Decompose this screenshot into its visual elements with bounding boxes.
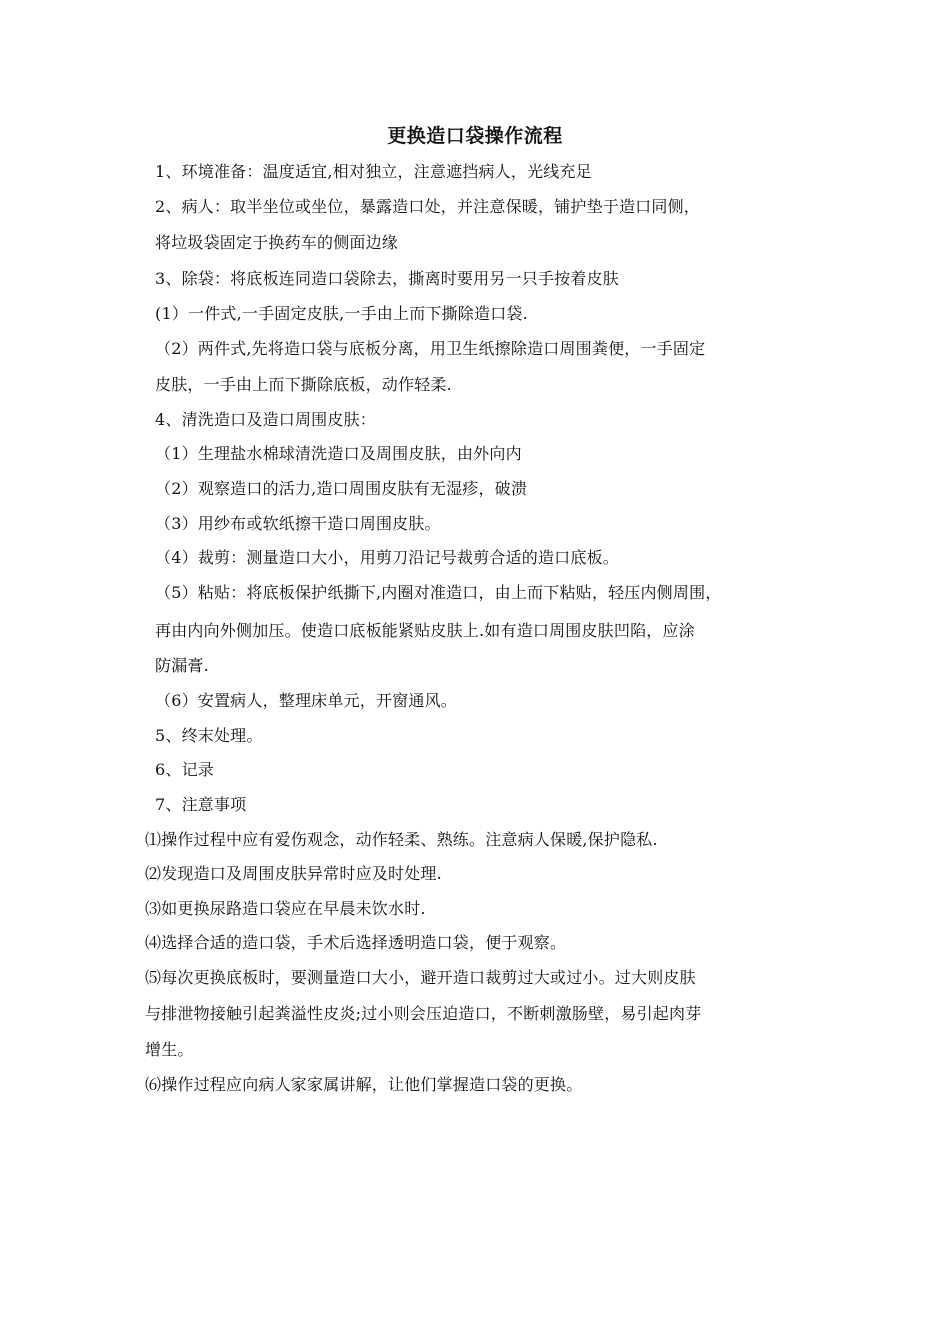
text-line: （4）裁剪：测量造口大小，用剪刀沿记号裁剪合适的造口底板。 bbox=[155, 548, 619, 567]
text-line: 5、终末处理。 bbox=[155, 726, 263, 745]
text-line: 与排泄物接触引起粪溢性皮炎;过小则会压迫造口，不断刺激肠壁，易引起肉芽 bbox=[145, 1004, 702, 1023]
text-line: 1、环境准备：温度适宜,相对独立，注意遮挡病人，光线充足 bbox=[155, 162, 592, 181]
text-line: 6、记录 bbox=[155, 760, 214, 779]
text-line: （6）安置病人，整理床单元，开窗通风。 bbox=[155, 691, 457, 710]
text-line: （5）粘贴：将底板保护纸撕下,内圈对准造口，由上而下粘贴，轻压内侧周围， bbox=[155, 583, 722, 602]
text-line: （3）用纱布或软纸擦干造口周围皮肤。 bbox=[155, 514, 441, 533]
text-line: （2）两件式,先将造口袋与底板分离，用卫生纸擦除造口周围粪便，一手固定 bbox=[155, 339, 706, 358]
text-line: (1）一件式,一手固定皮肤,一手由上而下撕除造口袋. bbox=[155, 304, 528, 323]
text-line: ⑷选择合适的造口袋，手术后选择透明造口袋，便于观察。 bbox=[145, 933, 567, 952]
text-line: 3、除袋：将底板连同造口袋除去，撕离时要用另一只手按着皮肤 bbox=[155, 269, 619, 288]
text-line: 2、病人：取半坐位或坐位，暴露造口处，并注意保暖，铺护垫于造口同侧， bbox=[155, 197, 700, 216]
text-line: ⑵发现造口及周围皮肤异常时应及时处理. bbox=[145, 864, 442, 883]
text-line: 再由内向外侧加压。使造口底板能紧贴皮肤上.如有造口周围皮肤凹陷，应涂 bbox=[155, 621, 695, 640]
text-line: 7、注意事项 bbox=[155, 795, 247, 814]
text-line: ⑴操作过程中应有爱伤观念，动作轻柔、熟练。注意病人保暖,保护隐私. bbox=[145, 830, 658, 849]
text-line: 增生。 bbox=[145, 1040, 194, 1059]
text-line: （1）生理盐水棉球清洗造口及周围皮肤，由外向内 bbox=[155, 444, 522, 463]
text-line: 防漏膏. bbox=[155, 656, 209, 675]
text-line: ⑶如更换尿路造口袋应在早晨未饮水时. bbox=[145, 899, 426, 918]
text-line: 皮肤，一手由上而下撕除底板，动作轻柔. bbox=[155, 375, 452, 394]
text-line: 4、清洗造口及造口周围皮肤： bbox=[155, 410, 376, 429]
text-line: ⑸每次更换底板时，要测量造口大小，避开造口裁剪过大或过小。过大则皮肤 bbox=[145, 968, 696, 987]
document-title: 更换造口袋操作流程 bbox=[387, 125, 563, 147]
text-line: ⑹操作过程应向病人家家属讲解，让他们掌握造口袋的更换。 bbox=[145, 1075, 583, 1094]
text-line: 将垃圾袋固定于换药车的侧面边缘 bbox=[155, 233, 399, 252]
text-line: （2）观察造口的活力,造口周围皮肤有无湿疹，破溃 bbox=[155, 479, 528, 498]
